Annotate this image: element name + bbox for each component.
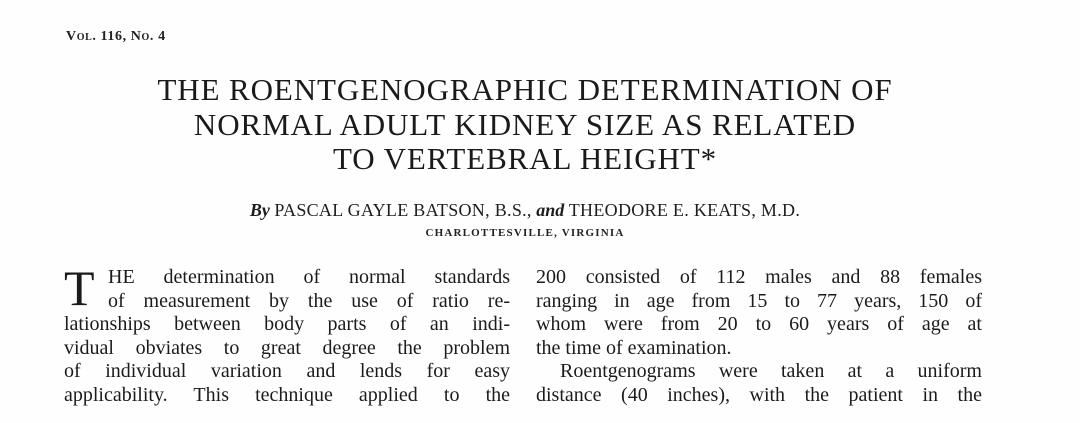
- text-line: of individual variation and lends for easy: [64, 360, 510, 382]
- text-line: vidual obviates to great degree the problem: [64, 336, 510, 359]
- text-line: the time of examination.: [536, 336, 732, 359]
- text-line-content: HE determination of normal standards: [108, 266, 510, 288]
- author-name: THEODORE E. KEATS, M.D.: [568, 200, 801, 220]
- text-line: Roentgenograms were taken at a uniform: [560, 360, 982, 382]
- text-line: lationships between body parts of an indi-: [64, 313, 510, 335]
- running-head: Vol. 116, No. 4: [66, 29, 166, 44]
- title-line: THE ROENTGENOGRAPHIC DETERMINATION OF: [157, 72, 893, 107]
- drop-cap: T: [64, 260, 95, 316]
- article-title: [70, 73, 980, 177]
- author-name: PASCAL GAYLE BATSON, B.S.,: [274, 200, 532, 220]
- title-line: NORMAL ADULT KIDNEY SIZE AS RELATED: [193, 106, 857, 142]
- body-column-right: [536, 266, 982, 407]
- text-line: 200 consisted of 112 males and 88 females: [536, 266, 982, 288]
- text-line: of measurement by the use of ratio re-: [108, 289, 510, 312]
- text-line: distance (40 inches), with the patient in the: [536, 383, 982, 406]
- text-line: applicability. This technique applied to the: [64, 383, 510, 406]
- affiliation: CHARLOTTESVILLE, VIRGINIA: [425, 227, 625, 239]
- body-column-left: [64, 260, 510, 407]
- title-line: TO VERTEBRAL HEIGHT*: [332, 141, 718, 176]
- text-line: ranging in age from 15 to 77 years, 150 of: [536, 289, 982, 312]
- byline-by: By: [249, 200, 270, 220]
- byline-and: and: [536, 200, 565, 220]
- byline: [70, 200, 980, 221]
- text-line: whom were from 20 to 60 years of age at: [536, 313, 982, 335]
